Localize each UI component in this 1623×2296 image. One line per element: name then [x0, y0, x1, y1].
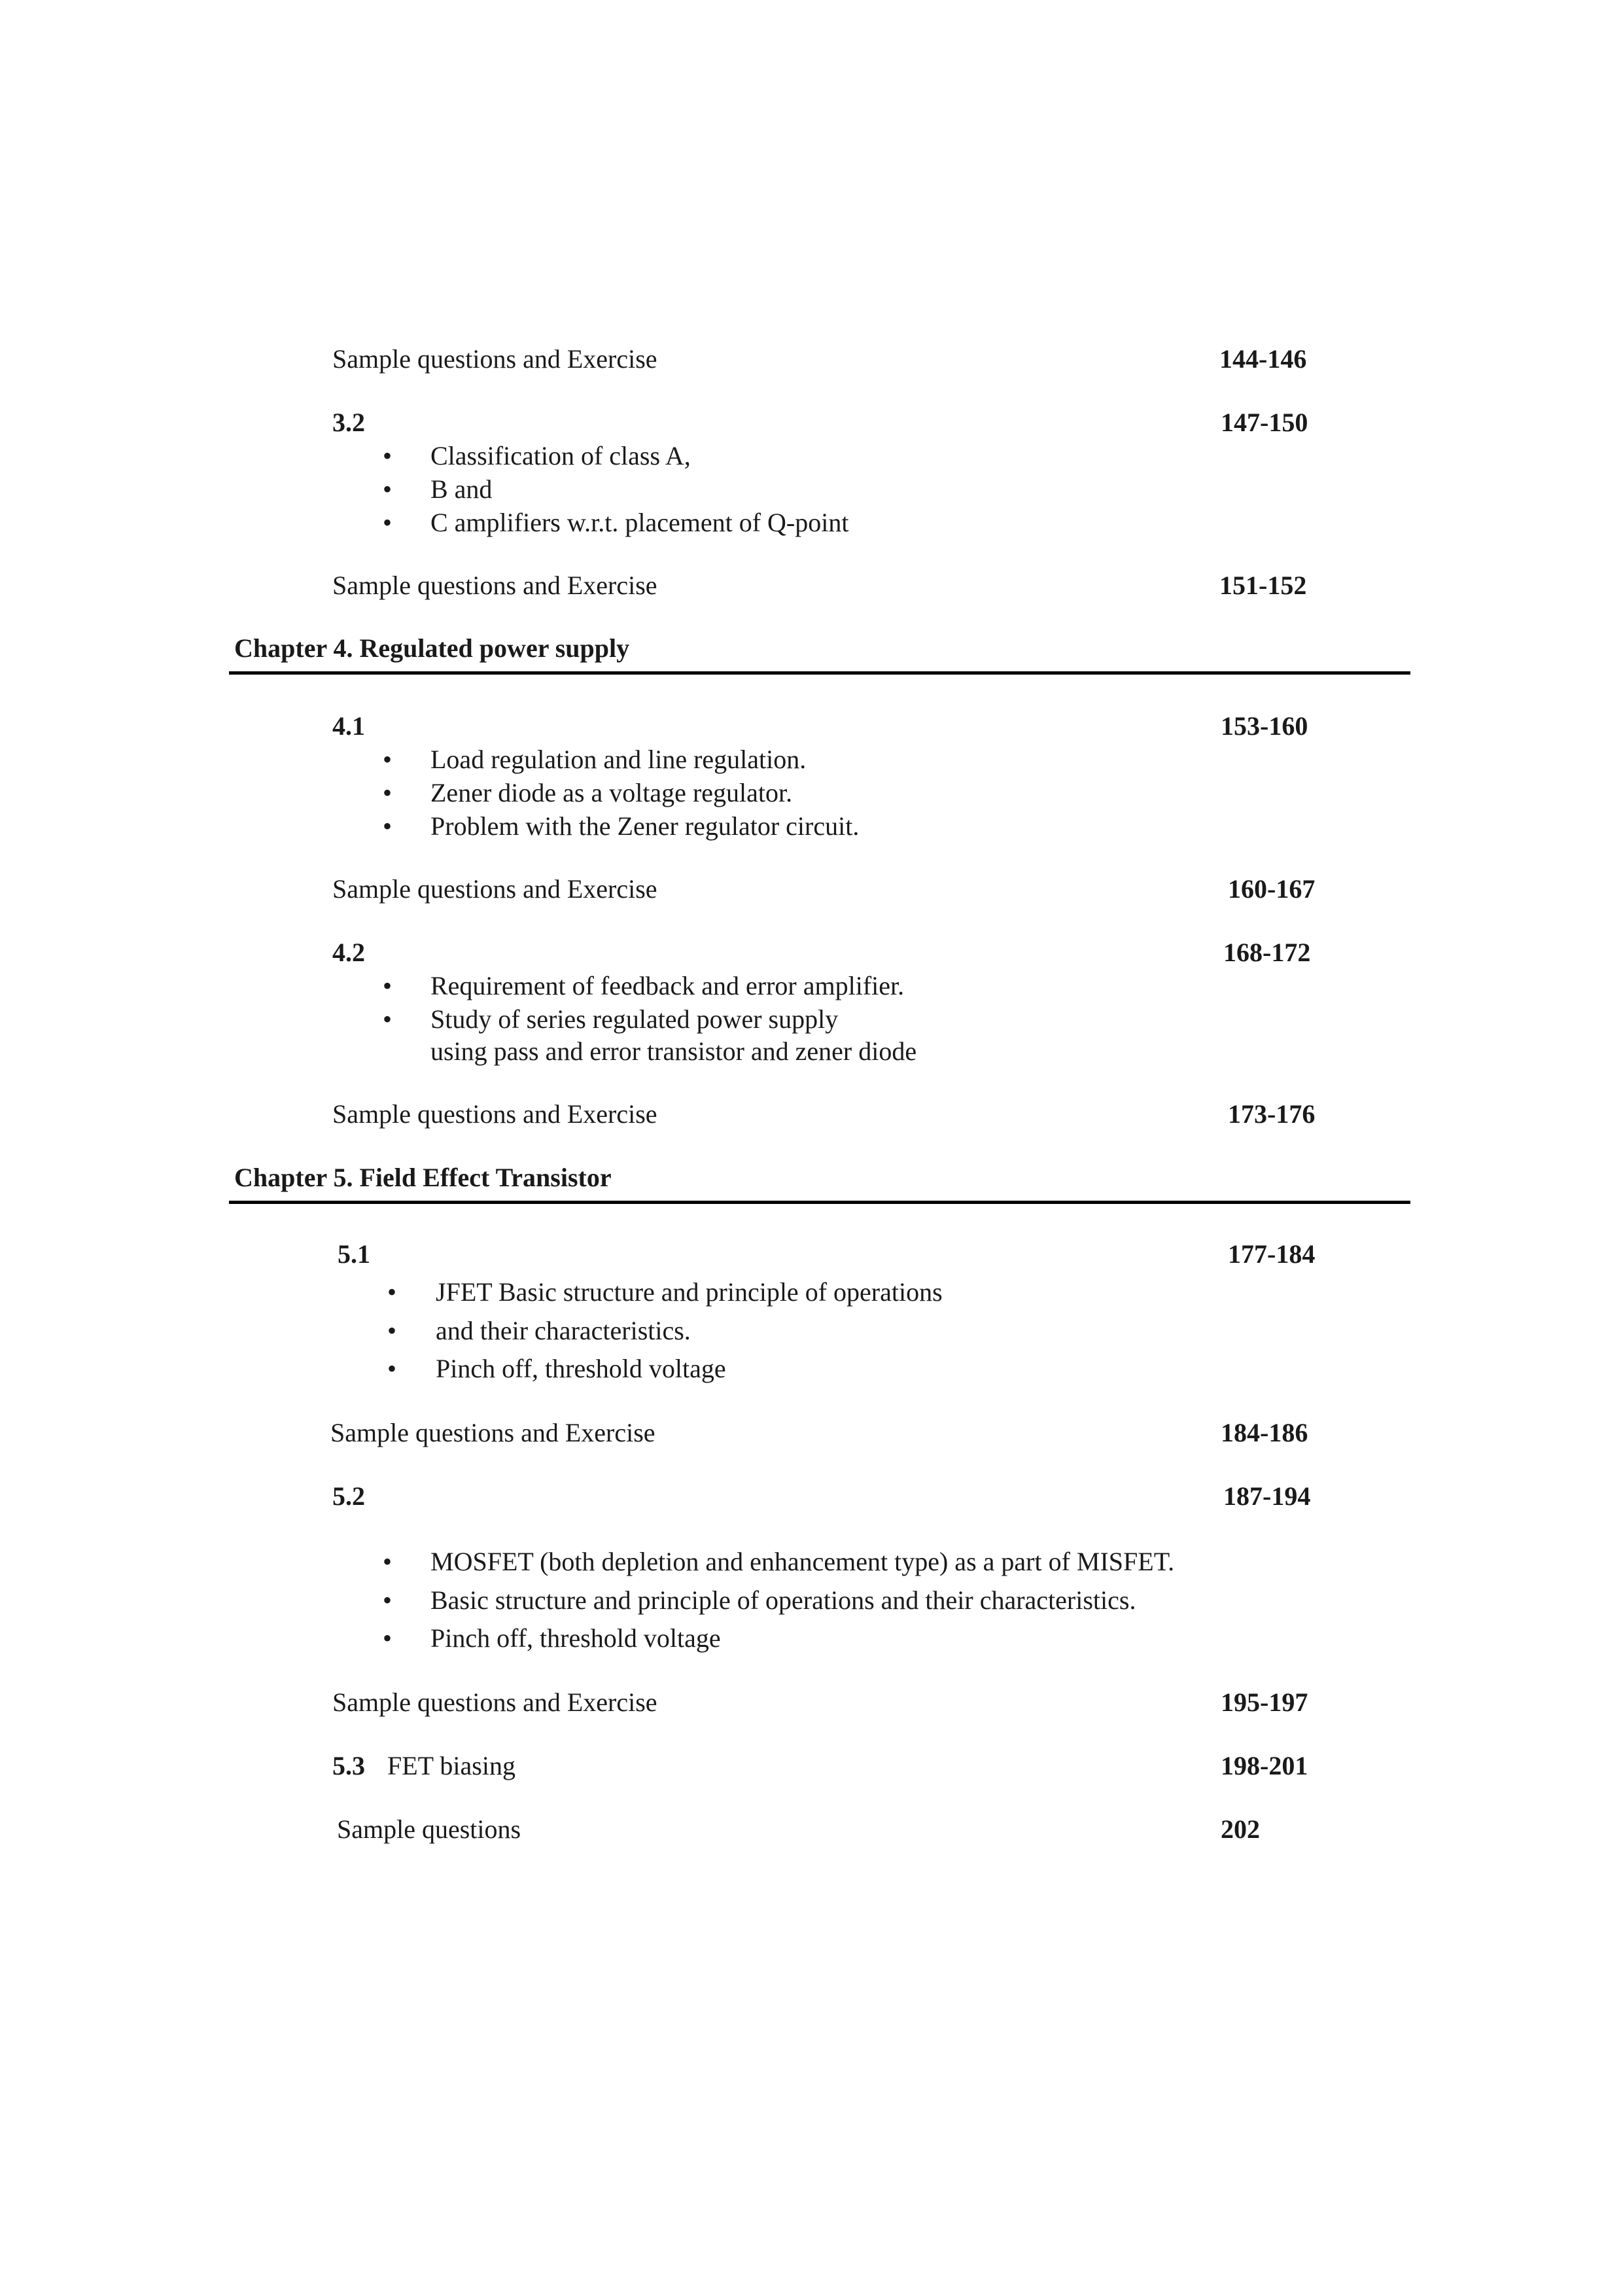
toc-entry-pages: 173-176	[1228, 1099, 1316, 1129]
toc-entry-label: Sample questions and Exercise	[332, 1687, 657, 1717]
bullet-icon: •	[383, 508, 393, 537]
chapter-title: Chapter 4. Regulated power supply	[234, 633, 630, 663]
bullet-item: Pinch off, threshold voltage	[436, 1354, 726, 1383]
section-pages: 187-194	[1223, 1481, 1311, 1511]
bullet-item: Study of series regulated power supply	[430, 1004, 839, 1034]
bullet-icon: •	[383, 811, 393, 841]
toc-entry-pages: 144-146	[1219, 344, 1307, 374]
bullet-item: B and	[430, 474, 493, 504]
section-number: 5.2	[332, 1481, 365, 1511]
bullet-icon: •	[383, 971, 393, 1000]
bullet-item: MOSFET (both depletion and enhancement type) as a part of MISFET.	[430, 1547, 1175, 1576]
bullet-item: Basic structure and principle of operations and their characteristics.	[430, 1585, 1136, 1615]
bullet-icon: •	[387, 1277, 397, 1307]
bullet-icon: •	[383, 745, 393, 774]
section-number: 4.2	[332, 938, 365, 967]
section-title: FET biasing	[387, 1751, 515, 1780]
section-pages: 177-184	[1228, 1239, 1316, 1269]
bullet-icon: •	[383, 1547, 393, 1576]
bullet-item: Problem with the Zener regulator circuit.	[430, 811, 860, 841]
bullet-icon: •	[383, 1004, 393, 1034]
section-pages: 153-160	[1221, 711, 1308, 741]
bullet-icon: •	[383, 1623, 393, 1653]
bullet-item: JFET Basic structure and principle of operations	[436, 1277, 943, 1307]
toc-entry-label: Sample questions and Exercise	[332, 874, 657, 904]
section-pages: 168-172	[1223, 938, 1311, 967]
section-number: 3.2	[332, 408, 365, 437]
bullet-icon: •	[387, 1354, 397, 1383]
toc-entry-pages: 202	[1221, 1814, 1260, 1844]
toc-entry-pages: 151-152	[1219, 571, 1307, 600]
toc-entry-label: Sample questions and Exercise	[332, 571, 657, 600]
chapter-divider	[229, 671, 1410, 675]
bullet-item-continuation: using pass and error transistor and zener diode	[430, 1036, 917, 1066]
section-pages: 198-201	[1221, 1751, 1308, 1780]
bullet-item: C amplifiers w.r.t. placement of Q-point	[430, 508, 849, 537]
chapter-divider	[229, 1201, 1410, 1204]
bullet-icon: •	[383, 778, 393, 807]
bullet-item: Load regulation and line regulation.	[430, 745, 807, 774]
toc-entry-pages: 160-167	[1228, 874, 1316, 904]
toc-entry-label: Sample questions and Exercise	[332, 1099, 657, 1129]
toc-entry-label: Sample questions and Exercise	[330, 1418, 655, 1447]
toc-entry-pages: 184-186	[1221, 1418, 1308, 1447]
chapter-title: Chapter 5. Field Effect Transistor	[234, 1163, 612, 1192]
section-pages: 147-150	[1221, 408, 1308, 437]
section-number: 5.1	[338, 1239, 370, 1269]
bullet-item: Classification of class A,	[430, 441, 691, 470]
bullet-icon: •	[383, 441, 393, 470]
bullet-item: Zener diode as a voltage regulator.	[430, 778, 793, 807]
bullet-item: Requirement of feedback and error amplifier.	[430, 971, 905, 1000]
section-number: 4.1	[332, 711, 365, 741]
bullet-item: Pinch off, threshold voltage	[430, 1623, 721, 1653]
toc-entry-label: Sample questions and Exercise	[332, 344, 657, 374]
bullet-icon: •	[387, 1316, 397, 1345]
toc-entry-label: Sample questions	[337, 1814, 521, 1844]
bullet-item: and their characteristics.	[436, 1316, 691, 1345]
section-number: 5.3	[332, 1751, 365, 1780]
bullet-icon: •	[383, 474, 393, 504]
toc-entry-pages: 195-197	[1221, 1687, 1308, 1717]
bullet-icon: •	[383, 1585, 393, 1615]
